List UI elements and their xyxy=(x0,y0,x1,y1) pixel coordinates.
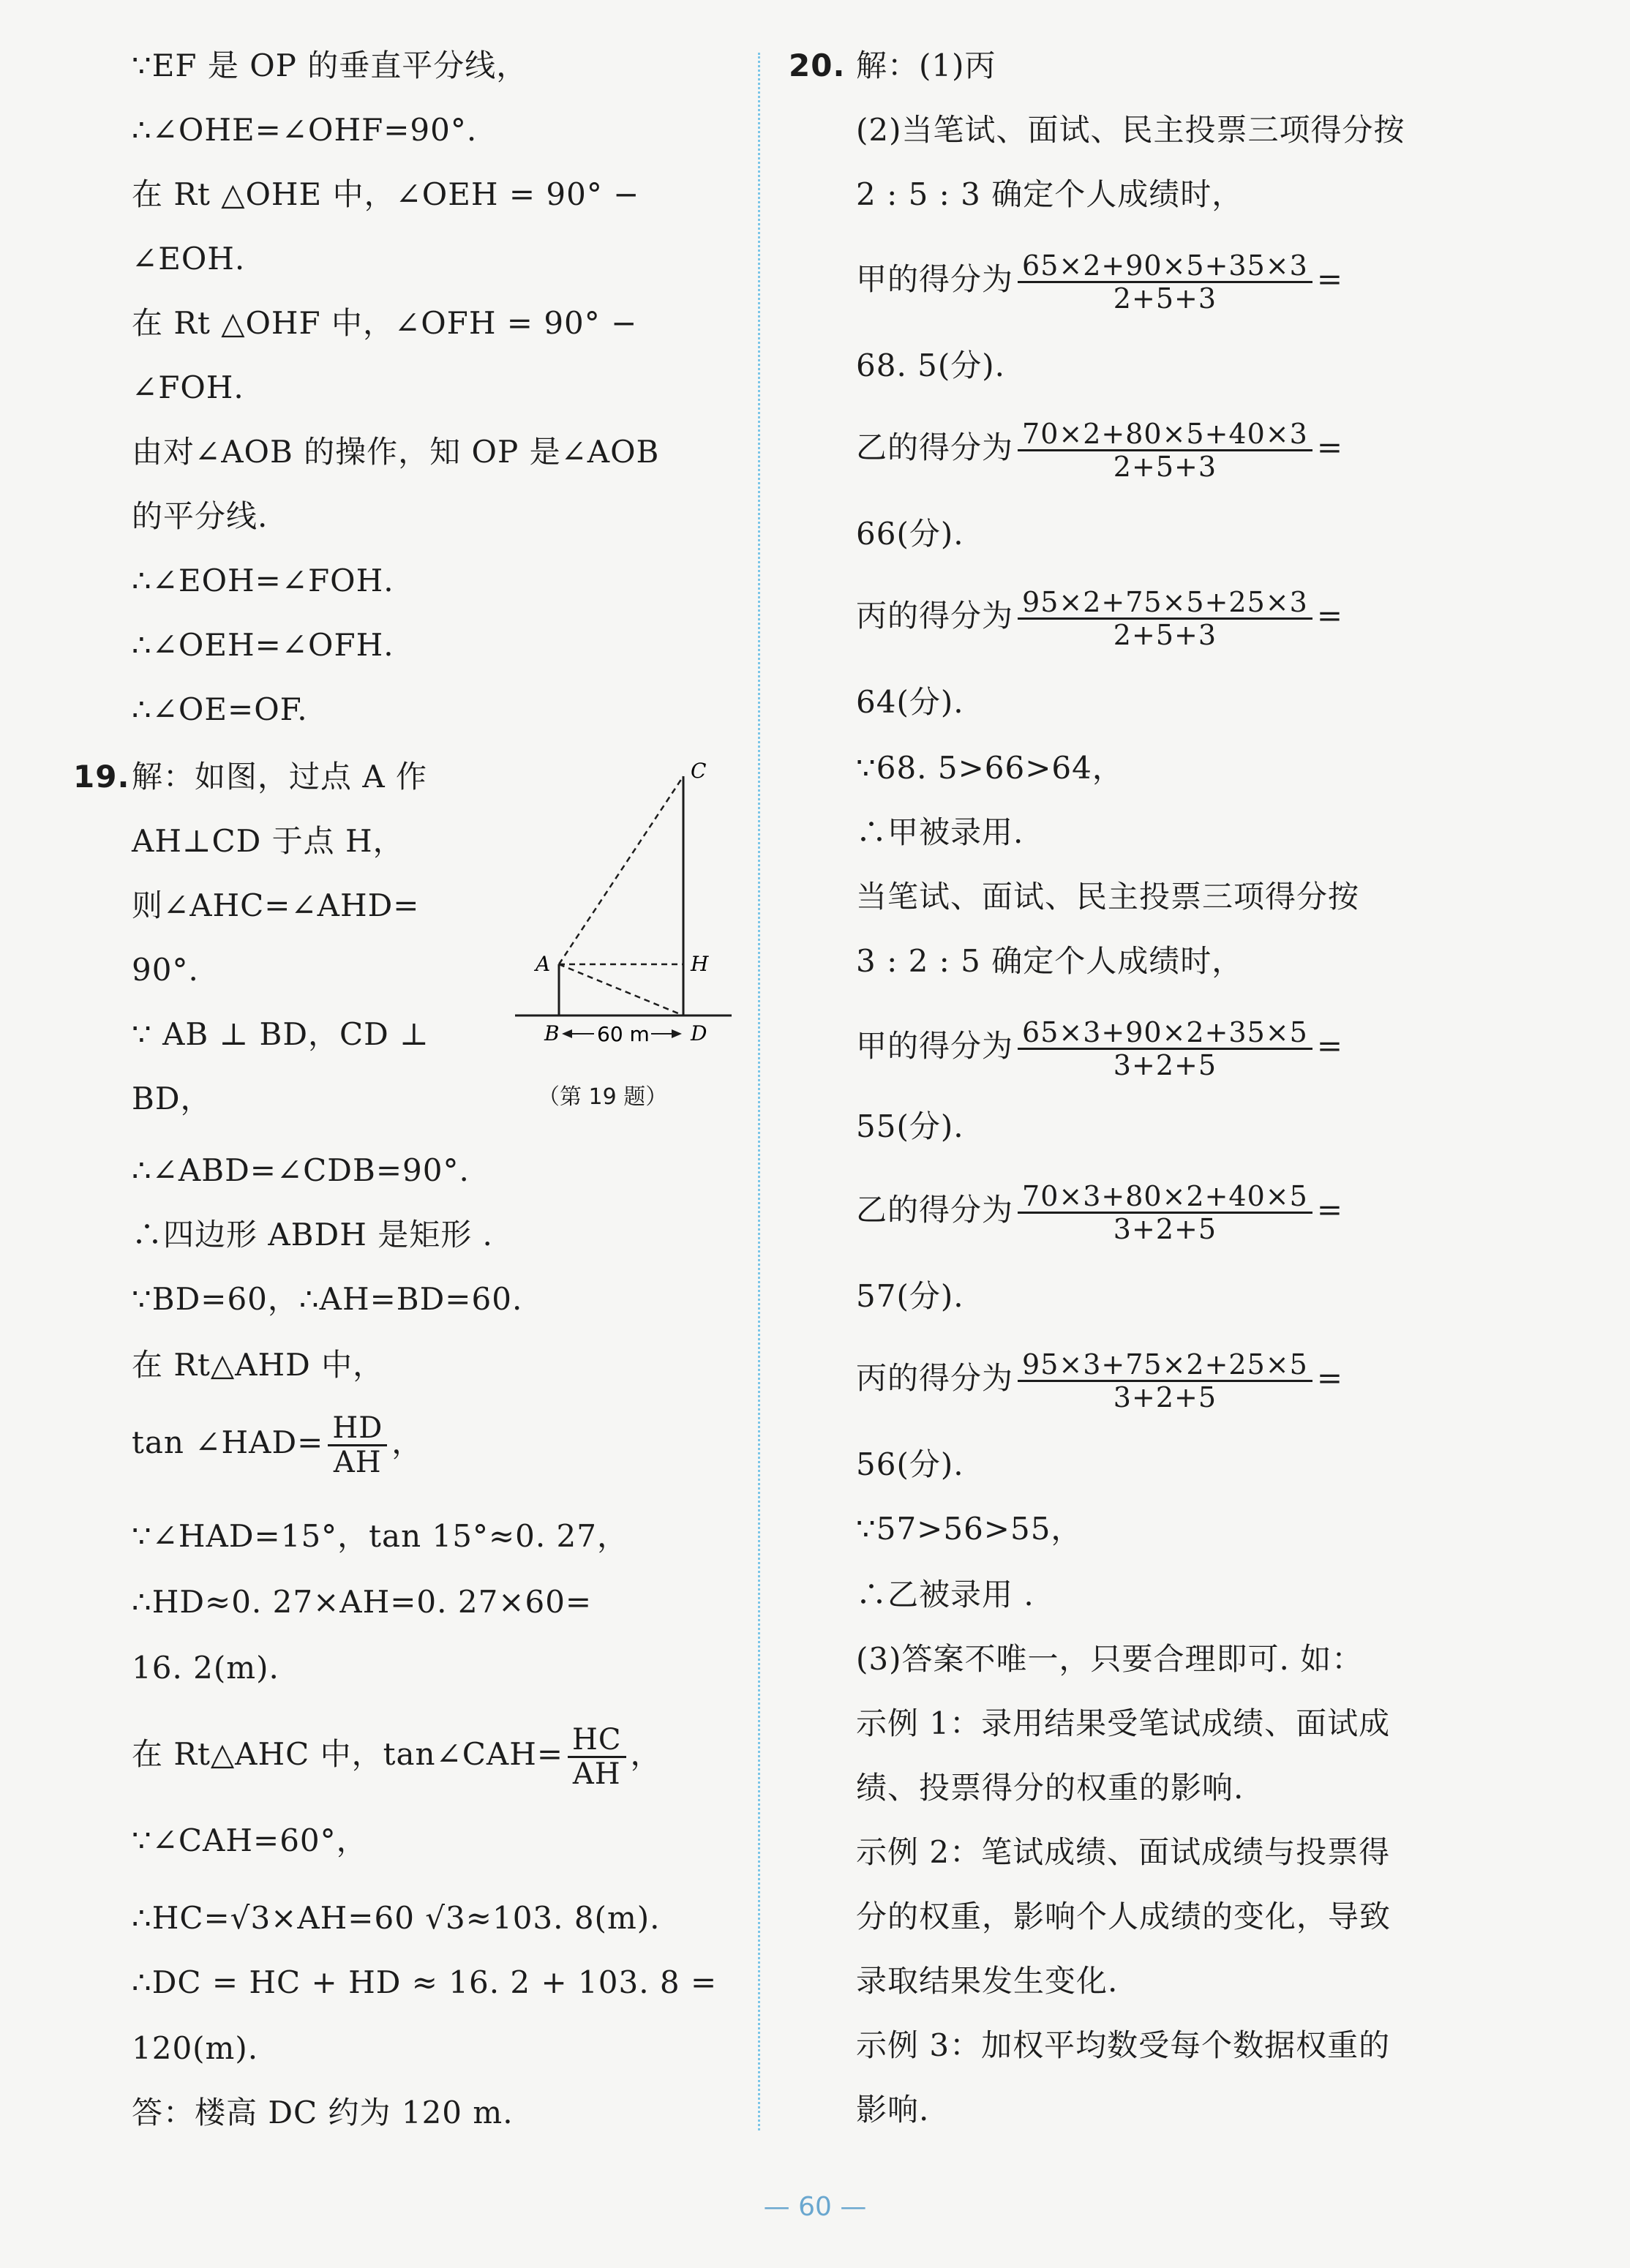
sightline-ac xyxy=(559,776,683,964)
text-line: ∵BD=60，∴AH=BD=60. xyxy=(132,1281,523,1317)
equals-sign: = xyxy=(1316,1192,1344,1228)
text-line: 分的权重，影响个人成绩的变化，导致 xyxy=(856,1899,1391,1934)
formula-prefix: 丙的得分为 xyxy=(856,598,1014,634)
numerator: HC xyxy=(572,1722,622,1757)
numerator: 95×3+75×2+25×5 xyxy=(1022,1348,1308,1381)
text-line: 示例 2：笔试成绩、面试成绩与投票得 xyxy=(856,1834,1391,1870)
text-line: 2 : 5 : 3 确定个人成绩时， xyxy=(856,176,1244,212)
label-C: C xyxy=(691,759,707,783)
formula-prefix: 甲的得分为 xyxy=(856,1028,1014,1064)
text-line: 影响. xyxy=(856,2092,930,2128)
numerator: 70×2+80×5+40×3 xyxy=(1022,417,1308,450)
text-line: 在 Rt △OHE 中，∠OEH = 90° − xyxy=(132,176,640,212)
text-line: ∵∠CAH=60°， xyxy=(132,1822,368,1858)
fraction xyxy=(1018,1017,1312,1081)
denominator: 2+5+3 xyxy=(1113,450,1217,483)
formula-suffix: ， xyxy=(391,1424,424,1460)
text-line: BD， xyxy=(132,1081,212,1116)
formula-prefix: tan ∠HAD= xyxy=(132,1424,324,1460)
score-formula xyxy=(856,1171,1343,1250)
text-line: ∵EF 是 OP 的垂直平分线， xyxy=(132,48,528,83)
label-B: B xyxy=(544,1021,560,1045)
numerator: 65×3+90×2+35×5 xyxy=(1022,1015,1308,1048)
denominator: 3+2+5 xyxy=(1113,1212,1217,1245)
denominator: AH xyxy=(333,1445,382,1479)
tan-had-formula xyxy=(132,1406,423,1479)
denominator: 3+2+5 xyxy=(1113,1381,1217,1413)
text-line: 68. 5(分). xyxy=(856,348,1005,383)
text-line: ∴∠OHE=∠OHF=90°. xyxy=(132,112,478,148)
equals-sign: = xyxy=(1316,1360,1344,1396)
text-line: 64(分). xyxy=(856,684,964,720)
fraction xyxy=(328,1412,387,1479)
text-line: ∴DC = HC + HD ≈ 16. 2 + 103. 8 = xyxy=(132,1964,718,2000)
formula-prefix: 丙的得分为 xyxy=(856,1360,1014,1396)
text-line: 示例 3：加权平均数受每个数据权重的 xyxy=(856,2027,1391,2063)
question-number-19: 19. xyxy=(73,759,130,795)
text-line: 3 : 2 : 5 确定个人成绩时， xyxy=(856,943,1244,979)
denominator: AH xyxy=(572,1757,621,1791)
distance-label: 60 m xyxy=(597,1022,650,1046)
text-line: ∵ AB ⊥ BD，CD ⊥ xyxy=(132,1016,429,1052)
numerator: HD xyxy=(332,1411,383,1445)
text-line: 56(分). xyxy=(856,1446,964,1482)
text-line: (2)当笔试、面试、民主投票三项得分按 xyxy=(856,112,1405,148)
formula-prefix: 甲的得分为 xyxy=(856,261,1014,297)
score-formula xyxy=(856,1339,1343,1418)
text-line: 90°. xyxy=(132,952,199,988)
text-line: ∴HC=√3×AH=60 √3≈103. 8(m). xyxy=(132,1900,661,1936)
denominator: 2+5+3 xyxy=(1113,282,1217,315)
text-line: 在 Rt △OHF 中，∠OFH = 90° − xyxy=(132,305,638,341)
arrowhead-left xyxy=(562,1029,572,1038)
text-line: 答：楼高 DC 约为 120 m. xyxy=(132,2095,514,2130)
text-line: ∠FOH. xyxy=(132,369,244,405)
numerator: 65×2+90×5+35×3 xyxy=(1022,249,1308,282)
text-line: 当笔试、面试、民主投票三项得分按 xyxy=(856,879,1360,915)
text-line: 120(m). xyxy=(132,2030,259,2066)
formula-prefix: 乙的得分为 xyxy=(856,1192,1014,1228)
text-line: 57(分). xyxy=(856,1278,964,1314)
column-divider xyxy=(758,53,760,2130)
text-line: 66(分). xyxy=(856,516,964,552)
geometry-figure xyxy=(512,757,739,1116)
text-line: ∴∠OE=OF. xyxy=(132,691,308,727)
text-line: 解：如图，过点 A 作 xyxy=(132,759,428,795)
text-line: 16. 2(m). xyxy=(132,1650,279,1686)
text-line: ∴∠OEH=∠OFH. xyxy=(132,627,394,663)
text-line: ∴∠EOH=∠FOH. xyxy=(132,563,394,598)
label-H: H xyxy=(691,952,709,976)
label-D: D xyxy=(691,1021,707,1045)
label-A: A xyxy=(536,952,551,976)
text-line: 则∠AHC=∠AHD= xyxy=(132,887,420,923)
text-line: ∴∠ABD=∠CDB=90°. xyxy=(132,1152,470,1188)
figure-caption: （第 19 题） xyxy=(538,1084,668,1110)
text-line: 解：(1)丙 xyxy=(856,48,996,83)
question-number-20: 20. xyxy=(789,48,846,83)
numerator: 95×2+75×5+25×3 xyxy=(1022,585,1308,618)
score-formula xyxy=(856,240,1343,319)
text-line: 的平分线. xyxy=(132,498,268,534)
formula-prefix: 在 Rt△AHC 中，tan∠CAH= xyxy=(132,1736,564,1772)
text-line: AH⊥CD 于点 H， xyxy=(132,823,405,859)
score-formula xyxy=(856,577,1343,656)
equals-sign: = xyxy=(1316,1028,1344,1064)
denominator: 2+5+3 xyxy=(1113,618,1217,651)
text-line: ∴HD≈0. 27×AH=0. 27×60= xyxy=(132,1584,593,1620)
formula-prefix: 乙的得分为 xyxy=(856,429,1014,465)
text-line: ∵68. 5>66>64， xyxy=(856,750,1124,786)
score-formula xyxy=(856,1007,1343,1086)
fraction xyxy=(1018,250,1312,314)
tan-cah-formula xyxy=(132,1718,662,1791)
equals-sign: = xyxy=(1316,598,1344,634)
fraction xyxy=(1018,587,1312,650)
fraction xyxy=(1018,1349,1312,1413)
text-line: ∴四边形 ABDH 是矩形 . xyxy=(132,1217,493,1253)
numerator: 70×3+80×2+40×5 xyxy=(1022,1179,1308,1212)
text-line: 示例 1：录用结果受笔试成绩、面试成 xyxy=(856,1705,1391,1741)
fraction xyxy=(568,1724,626,1790)
text-line: 绩、投票得分的权重的影响. xyxy=(856,1770,1244,1806)
text-line: 55(分). xyxy=(856,1108,964,1144)
text-line: 在 Rt△AHD 中， xyxy=(132,1347,385,1383)
fraction xyxy=(1018,418,1312,482)
equals-sign: = xyxy=(1316,429,1344,465)
score-formula xyxy=(856,408,1343,487)
text-line: ∵∠HAD=15°，tan 15°≈0. 27， xyxy=(132,1518,628,1554)
arrowhead-right xyxy=(672,1029,682,1038)
sightline-ad xyxy=(559,964,683,1015)
denominator: 3+2+5 xyxy=(1113,1048,1217,1081)
text-line: (3)答案不唯一，只要合理即可. 如： xyxy=(856,1641,1364,1677)
text-line: ∴乙被录用 . xyxy=(856,1577,1034,1612)
text-line: 录取结果发生变化. xyxy=(856,1963,1119,1999)
formula-suffix: ， xyxy=(630,1736,662,1772)
fraction xyxy=(1018,1181,1312,1244)
text-line: ∵57>56>55， xyxy=(856,1511,1083,1547)
text-line: 由对∠AOB 的操作，知 OP 是∠AOB xyxy=(132,434,660,470)
equals-sign: = xyxy=(1316,261,1344,297)
text-line: ∠EOH. xyxy=(132,241,246,277)
page-number: — 60 — xyxy=(763,2192,867,2222)
text-line: ∴甲被录用. xyxy=(856,814,1024,850)
